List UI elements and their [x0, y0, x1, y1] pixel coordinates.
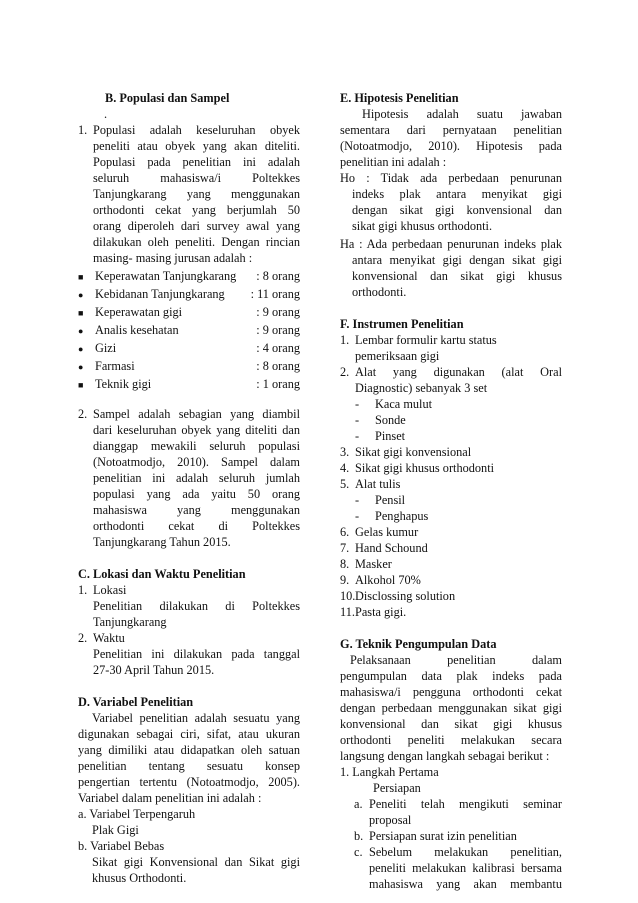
populasi-line: peneliti atau obyek yang akan diteliti.	[93, 139, 300, 153]
teknik-line: dengan perbedaan menggunakan sikat gigi	[340, 701, 562, 715]
sampel-line: (Notoatmodjo, 2010). Sampel dalam	[93, 455, 300, 469]
bullet-icon: ●	[78, 362, 84, 372]
populasi-line: Populasi pada penelitian ini adalah	[93, 155, 300, 169]
lokasi-item	[78, 582, 300, 630]
variabel-b: b. Variabel Bebas	[78, 839, 165, 853]
ha-line: antara menyikat gigi dengan sikat gigi	[352, 253, 562, 267]
section-g-heading: G. Teknik Pengumpulan Data	[340, 637, 497, 651]
ho-line: dengan sikat gigi konvensional dan	[352, 203, 562, 217]
variabel-line: Variabel dalam penelitian ini adalah :	[78, 791, 262, 805]
populasi-line: orang diperoleh dari survey awal yang	[93, 219, 300, 233]
populasi-line: Populasi adalah keseluruhan obyek	[93, 123, 300, 137]
jurusan-list	[78, 268, 300, 393]
populasi-line: orthodonti cekat yang berjumlah 50	[93, 203, 300, 217]
list-item: 9. Alkohol 70%	[340, 573, 421, 587]
variabel-a-sub: Plak Gigi	[92, 823, 139, 837]
list-item: ● Gizi : 4 orang	[78, 341, 300, 355]
variabel-a: a. Variabel Terpengaruh	[78, 807, 196, 821]
sampel-line: dianggap mewakili seluruh populasi	[93, 439, 300, 453]
sampel-line: mahasiswa yang menggunakan	[93, 503, 300, 517]
variabel-b-sub: Sikat gigi Konvensional dan Sikat gigi	[92, 855, 300, 869]
bullet-icon: ●	[78, 290, 84, 300]
lokasi-line: Penelitian dilakukan di Poltekkes	[93, 599, 300, 613]
populasi-line: seluruh mahasiswa/i Poltekkes	[93, 171, 300, 185]
sub-item: - Kaca mulut	[355, 397, 433, 411]
persiapan-item: b. Persiapan surat izin penelitian	[354, 829, 517, 843]
bullet-icon: ●	[78, 344, 84, 354]
waktu-line: Penelitian ini dilakukan pada tanggal	[93, 647, 300, 661]
lokasi-title: Lokasi	[93, 583, 127, 597]
sampel-line: populasi yang ada yaitu 50 orang	[93, 487, 300, 501]
lokasi-line: Tanjungkarang	[93, 615, 167, 629]
ha-line: Ha : Ada perbedaan penurunan indeks plak	[340, 237, 562, 251]
right-column	[340, 90, 562, 892]
list-item: 4. Sikat gigi khusus orthodonti	[340, 461, 495, 475]
sampel-line: Tanjungkarang Tahun 2015.	[93, 535, 231, 549]
variabel-line: pengertian tertentu (Notoatmodjo, 2005).	[78, 775, 300, 789]
list-item: ● Kebidanan Tanjungkarang : 11 orang	[78, 287, 300, 301]
populasi-line: dilakukan oleh peneliti. Dengan rincian	[93, 235, 300, 249]
populasi-line: Tanjungkarang yang menggunakan	[93, 187, 300, 201]
list-item: ● Farmasi : 8 orang	[78, 359, 300, 373]
item-number: 1.	[78, 583, 88, 597]
list-item: ● Analis kesehatan : 9 orang	[78, 323, 300, 337]
hipotesis-line: penelitian ini adalah :	[340, 155, 447, 169]
persiapan-item: a. Peneliti telah mengikuti seminar proposal	[354, 797, 562, 827]
section-f-heading: F. Instrumen Penelitian	[340, 317, 464, 331]
item-number: 2.	[78, 631, 88, 645]
variabel-line: Variabel penelitian adalah sesuatu yang	[92, 711, 300, 725]
list-item: 10. Disclossing solution	[340, 589, 456, 603]
teknik-line: pengumpulan data plak indeks pada	[340, 669, 562, 683]
persiapan-label: Persiapan	[373, 781, 421, 795]
left-column	[78, 90, 300, 886]
populasi-item	[78, 122, 300, 266]
list-item: ■ Teknik gigi : 1 orang	[78, 377, 300, 391]
list-item: 6. Gelas kumur	[340, 525, 419, 539]
ha-line: orthodonti.	[352, 285, 407, 299]
bullet-icon: ■	[78, 308, 84, 318]
populasi-line: masing- masing jurusan adalah :	[93, 251, 253, 265]
persiapan-item: c. Sebelum melakukan penelitian, peneliti melakukan kalibrasi bersama mahasiswa yang akan membantu	[354, 845, 562, 891]
section-c-heading: C. Lokasi dan Waktu Penelitian	[78, 567, 246, 581]
variabel-line: penelitian tentang sesuatu konsep	[78, 759, 300, 773]
list-item: ■ Keperawatan Tanjungkarang : 8 orang	[78, 269, 300, 283]
ho-line: indeks plak antara menyikat gigi	[352, 187, 562, 201]
bullet-icon: ●	[78, 326, 84, 336]
list-item: 3. Sikat gigi konvensional	[340, 445, 472, 459]
langkah-pertama: 1. Langkah Pertama	[340, 765, 439, 779]
section-d-heading: D. Variabel Penelitian	[78, 695, 194, 709]
list-item: 2. Alat yang digunakan (alat Oral Diagnostic) sebanyak 3 set - Kaca mulut - Sonde - Pinset	[340, 365, 562, 443]
teknik-line: orthodonti peneliti melakukan secara	[340, 733, 562, 747]
sampel-line: Sampel adalah sebagian yang diambil	[93, 407, 300, 421]
sub-item: - Pinset	[355, 429, 406, 443]
hipotesis-line: sementara dari pernyataan penelitian	[340, 123, 562, 137]
sub-item: - Pensil	[355, 493, 406, 507]
bullet-icon: ■	[78, 272, 84, 282]
item-number: 2.	[78, 407, 88, 421]
section-b-heading: B. Populasi dan Sampel	[105, 91, 230, 105]
sampel-line: dari keseluruhan obyek yang diteliti dan	[93, 423, 300, 437]
teknik-line: mahasiswa/i pengguna orthodonti cekat	[340, 685, 562, 699]
waktu-title: Waktu	[93, 631, 125, 645]
variabel-line: yang dimiliki atau didapatkan oleh satuan	[78, 743, 300, 757]
sub-item: - Sonde	[355, 413, 406, 427]
sampel-item	[78, 406, 300, 550]
section-b-dot: .	[104, 107, 108, 121]
list-item: 1. Lembar formulir kartu status pemeriksaan gigi	[340, 333, 497, 363]
teknik-line: langsung dengan langkah sebagai berikut :	[340, 749, 550, 763]
ho-line: Ho : Tidak ada perbedaan penurunan	[340, 171, 562, 185]
list-item: 11. Pasta gigi.	[340, 605, 407, 619]
hipotesis-line: Hipotesis adalah suatu jawaban	[362, 107, 562, 121]
ho-line: sikat gigi khusus orthodonti.	[352, 219, 493, 233]
list-item: 8. Masker	[340, 557, 392, 571]
sub-item: - Penghapus	[355, 509, 429, 523]
section-e-heading: E. Hipotesis Penelitian	[340, 91, 459, 105]
list-item: 7. Hand Schound	[340, 541, 428, 555]
list-item: ■ Keperawatan gigi : 9 orang	[78, 305, 300, 319]
bullet-icon: ■	[78, 380, 84, 390]
variabel-line: digunakan sebagai ciri, sifat, atau ukuran	[78, 727, 300, 741]
waktu-item	[78, 630, 300, 678]
teknik-line: konvensional dan sikat gigi khusus	[340, 717, 562, 731]
sampel-line: penelitian ini adalah seluruh jumlah	[93, 471, 300, 485]
ha-line: konvensional dan sikat gigi khusus	[352, 269, 562, 283]
list-item: 5. Alat tulis - Pensil - Penghapus	[340, 476, 562, 524]
waktu-line: 27-30 April Tahun 2015.	[93, 663, 215, 677]
sampel-line: orthodonti cekat di Poltekkes	[93, 519, 300, 533]
item-number: 1.	[78, 123, 88, 137]
hipotesis-line: (Notoatmodjo, 2010). Hipotesis pada	[340, 139, 562, 153]
variabel-b-sub: khusus Orthodonti.	[92, 871, 187, 885]
teknik-line: Pelaksanaan penelitian dalam	[350, 653, 562, 667]
